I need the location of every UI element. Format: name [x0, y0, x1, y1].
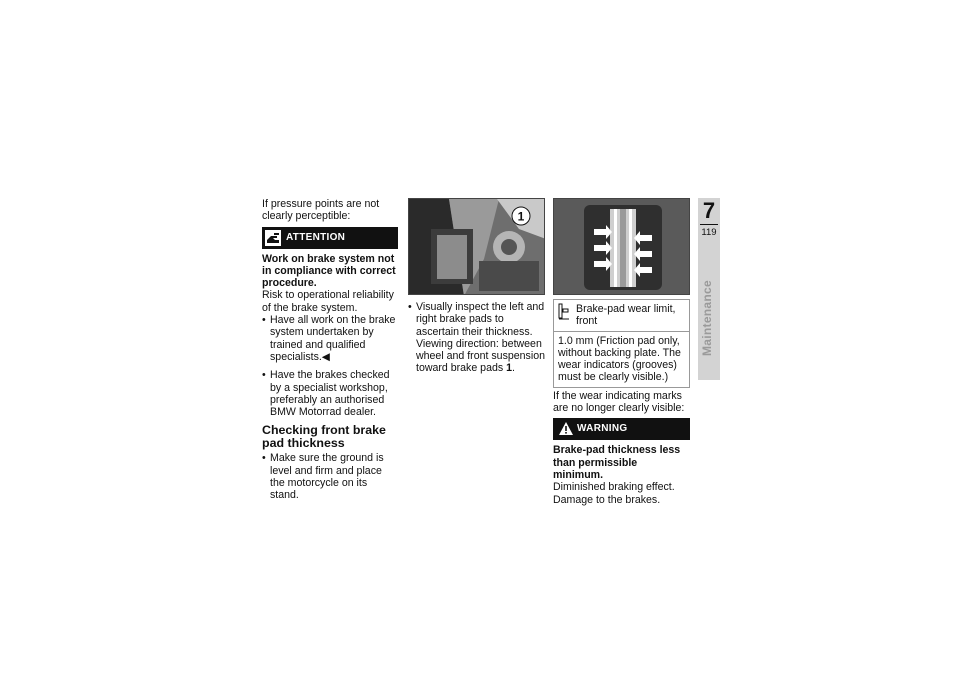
chapter-divider: [700, 224, 718, 225]
warning-text: Diminished braking effect. Damage to the brakes.: [553, 481, 675, 506]
warning-label: WARNING: [577, 423, 628, 435]
chapter-title: Maintenance: [700, 280, 714, 356]
column-1: [262, 198, 398, 502]
attention-label: ATTENTION: [286, 231, 346, 243]
inspect-text: Visually inspect the left and right brake pads to ascertain their thickness. Viewing direction: between wheel and front suspension toward brake pads: [416, 301, 545, 375]
wear-text: If the wear indicating marks are no longer clearly visible:: [553, 389, 685, 415]
page-number: 119: [701, 227, 717, 238]
section-heading: Checking front brake pad thickness: [262, 423, 386, 451]
warning-banner: [553, 418, 690, 440]
spec-header: [554, 300, 689, 332]
workshop-hand-icon: [265, 230, 281, 249]
list-item: • Have all work on the brake system undertaken by trained and qualified specialists.◀: [262, 314, 398, 363]
chapter-number: 7: [702, 198, 716, 223]
warning-icon: [559, 422, 573, 438]
caliper-gauge-icon: [558, 303, 570, 328]
column-3: [553, 198, 690, 506]
list-item: • Have the brakes checked by a specialist workshop, preferably an authorised BMW Motorrad dealer.: [262, 369, 398, 418]
brake-caliper-photo: [408, 198, 545, 295]
attention-bullets: [262, 314, 398, 418]
brake-pad-diagram: [553, 198, 690, 295]
list-item: [408, 301, 545, 375]
inspect-ref: 1: [506, 362, 513, 375]
attention-banner: [262, 227, 398, 249]
inspect-end: .: [512, 362, 515, 375]
list-item: • Make sure the ground is level and firm and place the motorcycle on its stand.: [262, 452, 398, 501]
warning-title: Brake-pad thickness less than permissible minimum.: [553, 444, 681, 481]
procedure-bullets: [262, 452, 398, 501]
inspect-bullets: [408, 301, 545, 375]
column-2: [408, 198, 545, 375]
intro-text: If pressure points are not clearly perceptible:: [262, 198, 380, 223]
callout-1: 1: [517, 209, 525, 224]
spec-title: Brake-pad wear limit, front: [576, 303, 676, 328]
spec-value: 1.0 mm (Friction pad only, without backing plate. The wear indicators (grooves) must be clearly visible.): [558, 334, 681, 384]
attention-title: Work on brake system not in compliance with correct procedure.: [262, 252, 396, 290]
attention-text: Risk to operational reliability of the brake system.: [262, 289, 394, 314]
spec-box: [553, 299, 690, 388]
